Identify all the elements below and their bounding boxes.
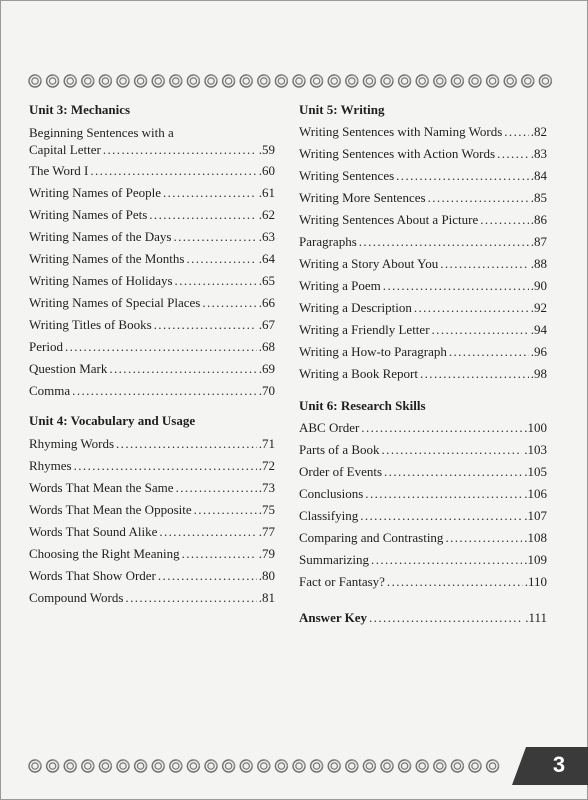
dot-leader bbox=[504, 121, 528, 143]
toc-entry[interactable] bbox=[299, 209, 547, 231]
spiral-ring-icon bbox=[504, 75, 516, 87]
toc-entry-title: Writing a Description bbox=[299, 300, 412, 315]
toc-entry-page: .100 bbox=[524, 420, 547, 435]
toc-entry-page: .86 bbox=[530, 212, 547, 227]
toc-entry-title: Order of Events bbox=[299, 464, 383, 479]
unit-6-section bbox=[299, 397, 547, 593]
toc-entry-page: .60 bbox=[258, 163, 275, 178]
toc-entry-page: .68 bbox=[258, 339, 275, 354]
unit-5-title: Unit 5: Writing bbox=[299, 102, 385, 117]
unit-4-title: Unit 4: Vocabulary and Usage bbox=[29, 413, 196, 428]
toc-entry[interactable] bbox=[29, 226, 275, 248]
toc-entry-page: .109 bbox=[524, 552, 547, 567]
toc-entry-title: Rhymes bbox=[29, 458, 72, 473]
spiral-ring-icon bbox=[205, 760, 217, 772]
toc-entry[interactable] bbox=[299, 417, 547, 439]
toc-entry-page: .77 bbox=[258, 524, 275, 539]
toc-entry[interactable] bbox=[299, 505, 547, 527]
dot-leader bbox=[384, 461, 522, 483]
dot-leader bbox=[420, 363, 529, 385]
toc-entry-title: Comparing and Contrasting bbox=[299, 530, 444, 545]
spiral-ring-icon bbox=[363, 75, 375, 87]
spiral-ring-icon bbox=[381, 760, 393, 772]
toc-entry[interactable] bbox=[29, 314, 275, 336]
spiral-ring-icon bbox=[346, 760, 358, 772]
spiral-ring-icon bbox=[381, 75, 393, 87]
toc-entry[interactable] bbox=[299, 461, 547, 483]
dot-leader bbox=[175, 270, 257, 292]
dot-leader bbox=[194, 499, 257, 521]
toc-entry[interactable] bbox=[299, 253, 547, 275]
toc-entry-page: .67 bbox=[258, 317, 275, 332]
toc-entry[interactable] bbox=[299, 363, 547, 385]
toc-entry-title: Question Mark bbox=[29, 361, 108, 376]
spiral-ring-icon bbox=[82, 75, 94, 87]
toc-entry[interactable] bbox=[299, 143, 547, 165]
spiral-ring-icon bbox=[47, 75, 59, 87]
toc-entry-title: Writing a Story About You bbox=[299, 256, 439, 271]
toc-entry-title: Period bbox=[29, 339, 63, 354]
unit-4-section bbox=[29, 412, 275, 609]
dot-leader bbox=[103, 141, 257, 158]
toc-entry-page: .80 bbox=[258, 568, 275, 583]
dot-leader bbox=[440, 253, 529, 275]
spiral-ring-icon bbox=[205, 75, 217, 87]
toc-entry-title: Classifying bbox=[299, 508, 359, 523]
toc-entry-title: Choosing the Right Meaning bbox=[29, 546, 180, 561]
spiral-ring-icon bbox=[522, 75, 534, 87]
toc-entry-page: .79 bbox=[258, 546, 275, 561]
toc-entry-title-line1: Beginning Sentences with a bbox=[29, 125, 174, 140]
spiral-ring-icon bbox=[487, 760, 499, 772]
toc-entry-title: Words That Show Order bbox=[29, 568, 156, 583]
spiral-ring-icon bbox=[311, 760, 323, 772]
toc-entry-page: .105 bbox=[524, 464, 547, 479]
toc-entry-title: Writing Names of Special Places bbox=[29, 295, 201, 310]
toc-entry[interactable] bbox=[299, 341, 547, 363]
toc-entry-page: .72 bbox=[258, 458, 275, 473]
toc-entry-title: Fact or Fantasy? bbox=[299, 574, 385, 589]
spiral-ring-icon bbox=[152, 75, 164, 87]
toc-entry[interactable] bbox=[29, 248, 275, 270]
top-spiral-binding bbox=[28, 73, 558, 89]
dot-leader bbox=[163, 182, 257, 204]
toc-entry-page: .96 bbox=[530, 344, 547, 359]
dot-leader bbox=[480, 209, 528, 231]
dot-leader bbox=[182, 543, 257, 565]
toc-entry-title: Writing Sentences About a Picture bbox=[299, 212, 479, 227]
spiral-rings-icon bbox=[28, 758, 510, 774]
dot-leader bbox=[428, 187, 529, 209]
toc-entry[interactable] bbox=[29, 182, 275, 204]
toc-entry-title: Writing a How-to Paragraph bbox=[299, 344, 447, 359]
toc-entry-page: .90 bbox=[530, 278, 547, 293]
dot-leader bbox=[202, 292, 256, 314]
dot-leader bbox=[74, 455, 257, 477]
spiral-ring-icon bbox=[47, 760, 59, 772]
toc-entry-title: Compound Words bbox=[29, 590, 124, 605]
spiral-ring-icon bbox=[469, 760, 481, 772]
spiral-ring-icon bbox=[152, 760, 164, 772]
toc-entry[interactable] bbox=[29, 380, 275, 402]
toc-entry-page: .65 bbox=[258, 273, 275, 288]
toc-entry-title: Writing a Poem bbox=[299, 278, 381, 293]
dot-leader bbox=[369, 607, 523, 629]
toc-entry-title: Conclusions bbox=[299, 486, 364, 501]
dot-leader bbox=[109, 358, 256, 380]
toc-entry-page: .88 bbox=[530, 256, 547, 271]
toc-entry-page: .85 bbox=[530, 190, 547, 205]
toc-entry[interactable] bbox=[299, 527, 547, 549]
spiral-ring-icon bbox=[240, 760, 252, 772]
spiral-ring-icon bbox=[399, 75, 411, 87]
dot-leader bbox=[149, 204, 256, 226]
spiral-ring-icon bbox=[117, 75, 129, 87]
toc-entry-title: Words That Sound Alike bbox=[29, 524, 158, 539]
dot-leader bbox=[371, 549, 522, 571]
toc-entry-title: Writing Names of Pets bbox=[29, 207, 148, 222]
dot-leader bbox=[125, 587, 256, 609]
toc-entry[interactable] bbox=[29, 336, 275, 358]
dot-leader bbox=[154, 314, 257, 336]
toc-entry-page: .106 bbox=[524, 486, 547, 501]
toc-entry[interactable] bbox=[29, 543, 275, 565]
toc-entry-page: .59 bbox=[258, 142, 275, 157]
toc-entry-title: Rhyming Words bbox=[29, 436, 115, 451]
toc-entry[interactable] bbox=[29, 521, 275, 543]
dot-leader bbox=[383, 275, 529, 297]
toc-entry[interactable] bbox=[299, 165, 547, 187]
dot-leader bbox=[361, 417, 522, 439]
toc-entry-page: .64 bbox=[258, 251, 275, 266]
spiral-ring-icon bbox=[82, 760, 94, 772]
unit-3-title: Unit 3: Mechanics bbox=[29, 102, 131, 117]
toc-entry-title: Summarizing bbox=[299, 552, 370, 567]
toc-entry[interactable] bbox=[29, 565, 275, 587]
toc-entry-page: .87 bbox=[530, 234, 547, 249]
toc-entry[interactable] bbox=[299, 121, 547, 143]
dot-leader bbox=[365, 483, 522, 505]
toc-entry-title: Writing a Book Report bbox=[299, 366, 418, 381]
spiral-ring-icon bbox=[293, 75, 305, 87]
spiral-ring-icon bbox=[240, 75, 252, 87]
toc-entry-title: ABC Order bbox=[299, 420, 360, 435]
spiral-ring-icon bbox=[451, 75, 463, 87]
spiral-rings-icon bbox=[28, 73, 558, 89]
dot-leader bbox=[497, 143, 529, 165]
toc-entry[interactable] bbox=[29, 160, 275, 182]
toc-entry-title: Parts of a Book bbox=[299, 442, 380, 457]
toc-entry[interactable] bbox=[299, 275, 547, 297]
spiral-ring-icon bbox=[399, 760, 411, 772]
dot-leader bbox=[65, 336, 257, 358]
spiral-ring-icon bbox=[363, 760, 375, 772]
toc-entry-page: .62 bbox=[258, 207, 275, 222]
dot-leader bbox=[72, 380, 257, 402]
dot-leader bbox=[396, 165, 529, 187]
spiral-ring-icon bbox=[275, 75, 287, 87]
toc-entry-page: .82 bbox=[530, 124, 547, 139]
dot-leader bbox=[173, 226, 256, 248]
spiral-ring-icon bbox=[451, 760, 463, 772]
toc-entry[interactable] bbox=[29, 433, 275, 455]
spiral-ring-icon bbox=[328, 760, 340, 772]
spiral-ring-icon bbox=[29, 760, 41, 772]
toc-entry-page: .73 bbox=[258, 480, 275, 495]
toc-entry[interactable] bbox=[29, 358, 275, 380]
toc-entry-title: Words That Mean the Opposite bbox=[29, 502, 192, 517]
toc-entry-title: Writing Sentences bbox=[299, 168, 395, 183]
spiral-ring-icon bbox=[434, 75, 446, 87]
toc-entry-page: .70 bbox=[258, 383, 275, 398]
toc-entry[interactable] bbox=[29, 587, 275, 609]
spiral-ring-icon bbox=[187, 75, 199, 87]
spiral-ring-icon bbox=[539, 75, 551, 87]
toc-entry[interactable] bbox=[29, 499, 275, 521]
toc-entry[interactable] bbox=[299, 571, 547, 593]
spiral-ring-icon bbox=[170, 760, 182, 772]
toc-entry-title: Writing Names of the Months bbox=[29, 251, 185, 266]
toc-entry[interactable] bbox=[29, 455, 275, 477]
spiral-ring-icon bbox=[416, 760, 428, 772]
spiral-ring-icon bbox=[293, 760, 305, 772]
spiral-ring-icon bbox=[64, 760, 76, 772]
spiral-ring-icon bbox=[416, 75, 428, 87]
toc-entry-title: Writing Names of People bbox=[29, 185, 161, 200]
toc-entry-page: .83 bbox=[530, 146, 547, 161]
toc-entry-page: .107 bbox=[524, 508, 547, 523]
toc-entry-page: .69 bbox=[258, 361, 275, 376]
toc-entry[interactable] bbox=[299, 483, 547, 505]
dot-leader bbox=[158, 565, 257, 587]
spiral-ring-icon bbox=[258, 760, 270, 772]
toc-entry[interactable] bbox=[29, 292, 275, 314]
toc-entry-title: Writing Sentences with Naming Words bbox=[299, 124, 503, 139]
toc-entry[interactable] bbox=[29, 204, 275, 226]
dot-leader bbox=[176, 477, 257, 499]
toc-entry[interactable] bbox=[299, 549, 547, 571]
toc-entry-title: The Word I bbox=[29, 163, 89, 178]
toc-entry-page: .63 bbox=[258, 229, 275, 244]
dot-leader bbox=[360, 505, 522, 527]
dot-leader bbox=[382, 439, 523, 461]
toc-entry-title: Words That Mean the Same bbox=[29, 480, 174, 495]
spiral-ring-icon bbox=[99, 75, 111, 87]
dot-leader bbox=[90, 160, 256, 182]
toc-entry-page: .98 bbox=[530, 366, 547, 381]
toc-entry-title: Writing Sentences with Action Words bbox=[299, 146, 496, 161]
toc-entry[interactable] bbox=[29, 270, 275, 292]
dot-leader bbox=[445, 527, 522, 549]
spiral-ring-icon bbox=[328, 75, 340, 87]
spiral-ring-icon bbox=[311, 75, 323, 87]
toc-entry-page: .110 bbox=[524, 574, 547, 589]
spiral-ring-icon bbox=[99, 760, 111, 772]
toc-entry-page: .92 bbox=[530, 300, 547, 315]
spiral-ring-icon bbox=[223, 760, 235, 772]
spiral-ring-icon bbox=[346, 75, 358, 87]
unit-6-title: Unit 6: Research Skills bbox=[299, 398, 426, 413]
unit-3-section bbox=[29, 101, 275, 402]
toc-entry-title: Comma bbox=[29, 383, 71, 398]
dot-leader bbox=[387, 571, 523, 593]
spiral-ring-icon bbox=[434, 760, 446, 772]
toc-left-column bbox=[29, 101, 275, 609]
dot-leader bbox=[116, 433, 257, 455]
toc-entry[interactable] bbox=[299, 319, 547, 341]
toc-entry-page: .71 bbox=[258, 436, 275, 451]
spiral-ring-icon bbox=[275, 760, 287, 772]
page-number-tab bbox=[512, 745, 588, 785]
toc-entry-page: .61 bbox=[258, 185, 275, 200]
toc-entry-page: .66 bbox=[258, 295, 275, 310]
toc-entry-title: Paragraphs bbox=[299, 234, 357, 249]
toc-entry-page: .103 bbox=[524, 442, 547, 457]
answer-key-page: .111 bbox=[525, 610, 547, 625]
toc-entry[interactable] bbox=[299, 231, 547, 253]
toc-entry[interactable] bbox=[299, 297, 547, 319]
toc-entry[interactable] bbox=[29, 124, 275, 160]
dot-leader bbox=[159, 521, 256, 543]
spiral-ring-icon bbox=[223, 75, 235, 87]
toc-entry-page: .84 bbox=[530, 168, 547, 183]
dot-leader bbox=[186, 248, 256, 270]
toc-entry-title: Writing More Sentences bbox=[299, 190, 426, 205]
dot-leader bbox=[414, 297, 529, 319]
toc-entry-title: Writing Names of Holidays bbox=[29, 273, 173, 288]
dot-leader bbox=[449, 341, 529, 363]
answer-key-entry[interactable] bbox=[299, 607, 547, 629]
toc-entry-title: Writing a Friendly Letter bbox=[299, 322, 430, 337]
spiral-ring-icon bbox=[187, 760, 199, 772]
toc-entry-page: .94 bbox=[530, 322, 547, 337]
toc-right-column bbox=[299, 101, 547, 629]
spiral-ring-icon bbox=[29, 75, 41, 87]
toc-entry[interactable] bbox=[299, 187, 547, 209]
toc-entry-page: .81 bbox=[258, 590, 275, 605]
toc-entry-page: .108 bbox=[524, 530, 547, 545]
spiral-ring-icon bbox=[117, 760, 129, 772]
spiral-ring-icon bbox=[135, 760, 147, 772]
answer-key-title: Answer Key bbox=[299, 610, 368, 625]
spiral-ring-icon bbox=[64, 75, 76, 87]
page-number: 3 bbox=[552, 752, 566, 777]
toc-entry[interactable] bbox=[299, 439, 547, 461]
toc-entry-title: Writing Names of the Days bbox=[29, 229, 172, 244]
unit-5-section bbox=[299, 101, 547, 385]
spiral-ring-icon bbox=[487, 75, 499, 87]
toc-entry-title: Writing Titles of Books bbox=[29, 317, 152, 332]
toc-entry-page: .75 bbox=[258, 502, 275, 517]
dot-leader bbox=[432, 319, 529, 341]
bottom-spiral-binding bbox=[28, 758, 510, 774]
toc-entry[interactable] bbox=[29, 477, 275, 499]
spiral-ring-icon bbox=[135, 75, 147, 87]
spiral-ring-icon bbox=[170, 75, 182, 87]
toc-entry-title: Capital Letter bbox=[29, 142, 101, 157]
dot-leader bbox=[359, 231, 529, 253]
spiral-ring-icon bbox=[469, 75, 481, 87]
spiral-ring-icon bbox=[258, 75, 270, 87]
